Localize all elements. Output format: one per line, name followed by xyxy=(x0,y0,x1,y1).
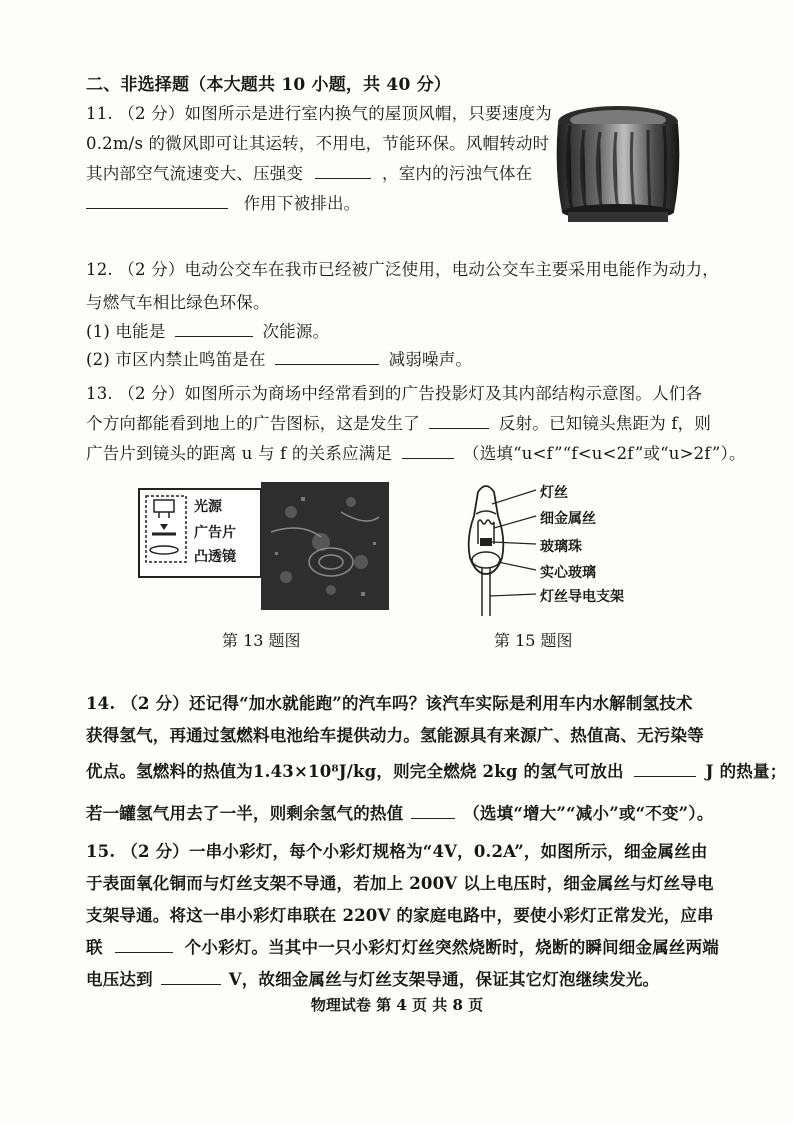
q15-line-4 xyxy=(86,934,719,958)
q14-text-4b: （选填“增大”“减小”或“不变”）。 xyxy=(463,804,714,823)
q11-line-3 xyxy=(86,160,532,184)
q12-line-2: 与燃气车相比绿色环保。 xyxy=(86,293,270,312)
label-solid-glass: 实心玻璃 xyxy=(540,565,596,581)
label-glass-bead: 玻璃珠 xyxy=(540,539,582,555)
q12-part-2 xyxy=(86,346,472,370)
q15-blank-2[interactable] xyxy=(161,970,221,985)
q13-text-3b: （选填“u<f”“f<u<2f”或“u>2f”）。 xyxy=(463,444,746,463)
q12-line-1: 12. （2 分）电动公交车在我市已经被广泛使用，电动公交车主要采用电能作为动力， xyxy=(86,260,719,279)
q13-blank-2[interactable] xyxy=(402,444,454,459)
q12-part-2-text-a: (2) 市区内禁止鸣笛是在 xyxy=(86,350,266,369)
q13-line-1: 13. （2 分）如图所示为商场中经常看到的广告投影灯及其内部结构示意图。人们各 xyxy=(86,384,703,403)
q15-text-5a: 电压达到 xyxy=(86,970,153,989)
q15-line-3: 支架导通。将这一串小彩灯串联在 220V 的家庭电路中，要使小彩灯正常发光，应串 xyxy=(86,906,714,925)
q14-blank-2[interactable] xyxy=(411,804,455,819)
q12-part-1 xyxy=(86,318,329,342)
q15-line-2: 于表面氧化铜而与灯丝支架不导通，若加上 200V 以上电压时，细金属丝与灯丝导电 xyxy=(86,874,714,893)
q13-text-3a: 广告片到镜头的距离 u 与 f 的关系应满足 xyxy=(86,444,393,463)
q13-line-2 xyxy=(86,410,711,434)
q12-blank-2[interactable] xyxy=(275,350,379,365)
q15-text-4b: 个小彩灯。当其中一只小彩灯灯丝突然烧断时，烧断的瞬间细金属丝两端 xyxy=(184,938,720,957)
figure-13 xyxy=(128,482,390,610)
section-title: 二、非选择题（本大题共 10 小题，共 40 分） xyxy=(86,75,451,95)
q15-blank-1[interactable] xyxy=(115,938,173,953)
q11-line-1: 11. （2 分）如图所示是进行室内换气的屋顶风帽，只要速度为 xyxy=(86,104,552,123)
label-filament: 灯丝 xyxy=(540,485,568,501)
q14-line-1: 14. （2 分）还记得“加水就能跑”的汽车吗？该汽车实际是利用车内水解制氢技术 xyxy=(86,694,693,713)
q11-line-2: 0.2m/s 的微风即可让其运转，不用电，节能环保。风帽转动时 xyxy=(86,134,550,153)
q11-text-3a: 其内部空气流速变大、压强变 xyxy=(86,164,304,183)
q14-blank-1[interactable] xyxy=(634,762,696,777)
q15-text-5b: V，故细金属丝与灯丝支架导通，保证其它灯泡继续发光。 xyxy=(228,970,660,989)
q14-text-3b: J 的热量； xyxy=(705,762,787,781)
q15-text-4a: 联 xyxy=(86,938,103,957)
label-light-source: 光源 xyxy=(194,499,222,515)
q13-blank-1[interactable] xyxy=(429,414,489,429)
q13-text-2a: 个方向都能看到地上的广告图标，这是发生了 xyxy=(86,414,420,433)
q14-line-2: 获得氢气，再通过氢燃料电池给车提供动力。氢能源具有来源广、热值高、无污染等 xyxy=(86,726,704,745)
label-filament-support: 灯丝导电支架 xyxy=(540,589,624,605)
q15-line-1: 15. （2 分）一串小彩灯，每个小彩灯规格为“4V，0.2A”，如图所示，细金属丝由 xyxy=(86,842,708,861)
q11-blank-2[interactable] xyxy=(86,194,228,209)
q15-line-5 xyxy=(86,966,659,990)
label-metal-wire: 细金属丝 xyxy=(540,511,596,527)
q13-line-3 xyxy=(86,440,746,464)
q12-part-2-text-b: 减弱噪声。 xyxy=(388,350,473,369)
label-convex-lens: 凸透镜 xyxy=(194,549,236,565)
q14-text-3a: 优点。氢燃料的热值为1.43×10⁸J/kg，则完全燃烧 2kg 的氢气可放出 xyxy=(86,762,624,781)
q12-part-1-text-b: 次能源。 xyxy=(262,322,330,341)
q14-text-4a: 若一罐氢气用去了一半，则剩余氢气的热值 xyxy=(86,804,404,823)
roof-ventilator-image xyxy=(548,100,688,222)
q14-line-3 xyxy=(86,758,786,782)
q11-text-3b: ，室内的污浊气体在 xyxy=(382,164,533,183)
q11-text-4b: 作用下被排出。 xyxy=(243,194,361,213)
q11-line-4 xyxy=(86,190,360,214)
projector-photo xyxy=(261,482,389,610)
page-footer: 物理试卷 第 4 页 共 8 页 xyxy=(310,996,484,1014)
q12-blank-1[interactable] xyxy=(175,322,253,337)
figure-13-caption: 第 13 题图 xyxy=(222,631,301,650)
q12-part-1-text-a: (1) 电能是 xyxy=(86,322,166,341)
figure-15-caption: 第 15 题图 xyxy=(494,631,573,650)
q13-text-2b: 反射。已知镜头焦距为 f，则 xyxy=(498,414,712,433)
label-slide: 广告片 xyxy=(194,525,236,541)
projector-diagram xyxy=(138,488,262,578)
q14-line-4 xyxy=(86,800,714,824)
figure-15 xyxy=(456,478,656,618)
q11-blank-1[interactable] xyxy=(315,164,371,179)
